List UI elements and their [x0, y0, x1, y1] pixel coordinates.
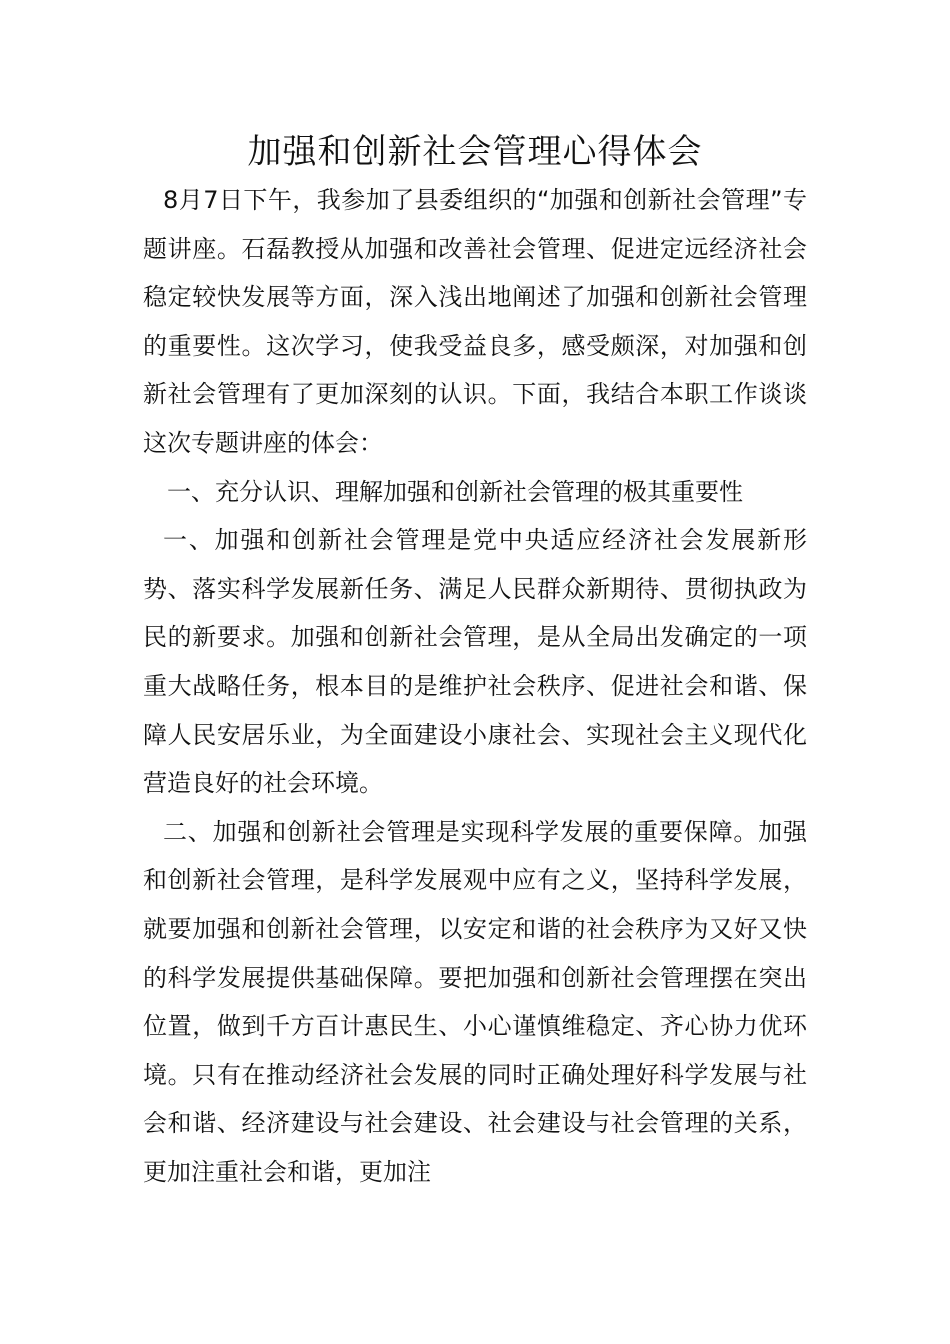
paragraph-intro: 8月7日下午，我参加了县委组织的“加强和创新社会管理”专题讲座。石磊教授从加强和改善社会管理、促进定远经济社会稳定较快发展等方面，深入浅出地阐述了加强和创新社会管理的重要性。这次学习，使我受益良多，感受颇深，对加强和创新社会管理有了更加深刻的认识。下面，我结合本职工作谈谈这次专题讲座的体会：	[143, 186, 807, 457]
section-heading-1: 一、充分认识、理解加强和创新社会管理的极其重要性	[167, 477, 743, 506]
document-body	[143, 176, 807, 1196]
paragraph-point-1: 一、加强和创新社会管理是党中央适应经济社会发展新形势、落实科学发展新任务、满足人民群众新期待、贯彻执政为民的新要求。加强和创新社会管理，是从全局出发确定的一项重大战略任务，根本目的是维护社会秩序、促进社会和谐、保障人民安居乐业，为全面建设小康社会、实现社会主义现代化营造良好的社会环境。	[143, 526, 807, 798]
document-title: 加强和创新社会管理心得体会	[247, 132, 703, 172]
paragraph-point-2: 二、加强和创新社会管理是实现科学发展的重要保障。加强和创新社会管理，是科学发展观中应有之义，坚持科学发展，就要加强和创新社会管理，以安定和谐的社会秩序为又好又快的科学发展提供基础保障。要把加强和创新社会管理摆在突出位置，做到千方百计惠民生、小心谨慎维稳定、齐心协力优环境。只有在推动经济社会发展的同时正确处理好科学发展与社会和谐、经济建设与社会建设、社会建设与社会管理的关系，更加注重社会和谐，更加注	[143, 817, 807, 1186]
